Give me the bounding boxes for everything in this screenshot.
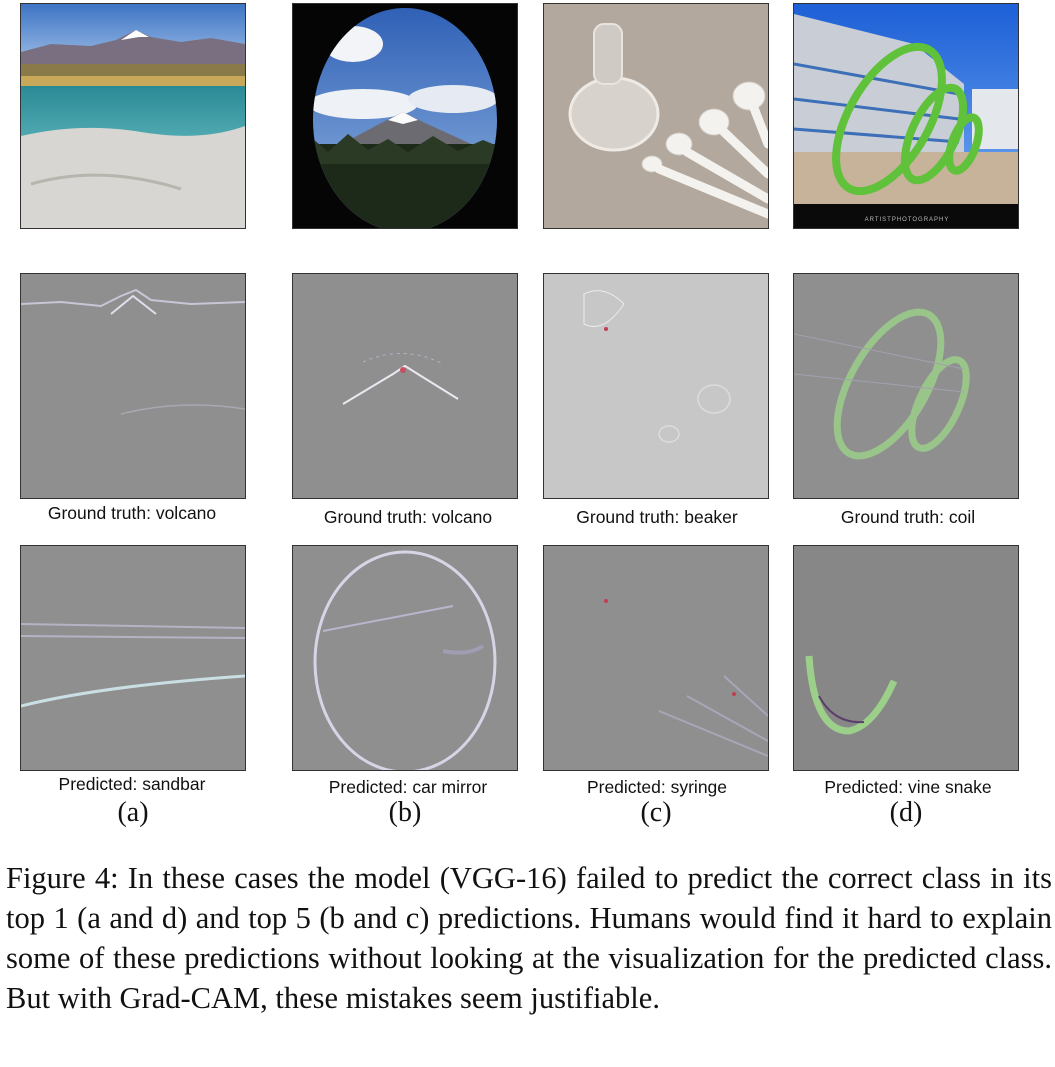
subfigure-label-a: (a) xyxy=(117,797,149,828)
predicted-label-d: Predicted: vine snake xyxy=(824,777,992,797)
photo-a-lake-volcano xyxy=(20,3,246,229)
predicted-label-b: Predicted: car mirror xyxy=(328,777,488,797)
photo-d-coil-sculpture xyxy=(793,3,1019,229)
viz-ground-truth-d xyxy=(793,273,1019,499)
predicted-label-a: Predicted: sandbar xyxy=(58,774,206,794)
subfigure-label-d: (d) xyxy=(889,797,923,828)
figure-caption: Figure 4: In these cases the model (VGG-16) failed to predict the correct class in its top 1 (a and d) and top 5 (b and c) predictions. Humans would find it hard to explain some of these predictions without looking at the visualization for the predicted class. But with Grad-CAM, these mistakes seem justifiable. xyxy=(6,861,1052,1015)
photo-watermark-text: ARTISTPHOTOGRAPHY xyxy=(864,217,950,223)
photo-b-volcano-oval xyxy=(292,3,518,229)
viz-ground-truth-c xyxy=(543,273,769,499)
ground-truth-label-b: Ground truth: volcano xyxy=(323,507,493,527)
ground-truth-label-a: Ground truth: volcano xyxy=(47,503,217,523)
viz-predicted-c xyxy=(543,545,769,771)
subfigure-label-b: (b) xyxy=(388,797,422,828)
viz-ground-truth-b xyxy=(292,273,518,499)
ground-truth-label-c: Ground truth: beaker xyxy=(576,507,738,527)
viz-predicted-a xyxy=(20,545,246,771)
photo-c-beaker-spoons xyxy=(543,3,769,229)
predicted-label-c: Predicted: syringe xyxy=(586,777,728,797)
subfigure-label-c: (c) xyxy=(640,797,672,828)
viz-predicted-d xyxy=(793,545,1019,771)
viz-ground-truth-a xyxy=(20,273,246,499)
viz-predicted-b xyxy=(292,545,518,771)
ground-truth-label-d: Ground truth: coil xyxy=(840,507,976,527)
